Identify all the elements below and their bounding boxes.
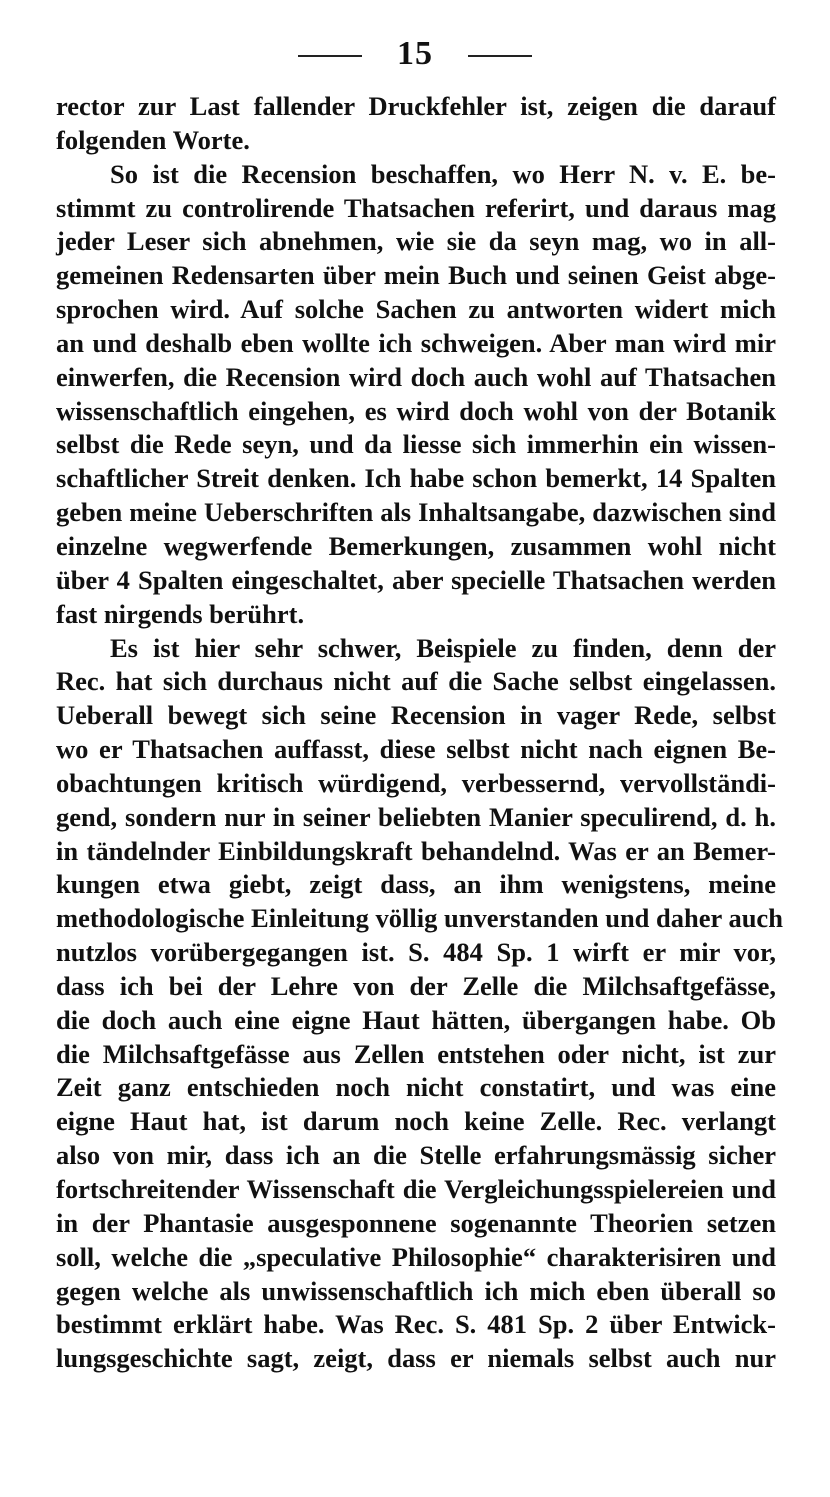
text-line: wo er Thatsachen auffasst, diese selbst nicht nach eignen Be- xyxy=(56,734,776,765)
text-line: selbst die Rede seyn, und da liesse sich immerhin ein wissen- xyxy=(56,429,776,460)
text-line: So ist die Recension beschaffen, wo Herr N. v. E. be- xyxy=(110,158,776,189)
text-line: in der Phantasie ausgesponnene sogenannte Theorien setzen xyxy=(56,1207,776,1238)
text-line: einwerfen, die Recension wird doch auch wohl auf Thatsachen xyxy=(56,361,776,392)
text-line: wissenschaftlich eingehen, es wird doch wohl von der Botanik xyxy=(56,395,776,426)
header-rule-right xyxy=(468,55,532,57)
text-line: fortschreitender Wissenschaft die Vergleichungsspielereien und xyxy=(56,1174,776,1204)
text-line: nutzlos vorübergegangen ist. S. 484 Sp. 1 wirft er mir vor, xyxy=(56,937,776,968)
text-line: schaftlicher Streit denken. Ich habe schon bemerkt, 14 Spalten xyxy=(56,463,776,494)
text-line: bestimmt erklärt habe. Was Rec. S. 481 Sp. 2 über Entwick- xyxy=(56,1309,776,1340)
text-line: lungsgeschichte sagt, zeigt, dass er niemals selbst auch nur xyxy=(56,1343,776,1374)
text-line: die Milchsaftgefässe aus Zellen entstehen oder nicht, ist zur xyxy=(56,1038,776,1069)
text-line: an und deshalb eben wollte ich schweigen. Aber man wird mir xyxy=(56,327,776,358)
text-line: geben meine Ueberschriften als Inhaltsangabe, dazwischen sind xyxy=(56,497,776,528)
text-line: fast nirgends berührt. xyxy=(56,598,305,629)
text-line: einzelne wegwerfende Bemerkungen, zusammen wohl nicht xyxy=(56,530,776,561)
text-line: jeder Leser sich abnehmen, wie sie da seyn mag, wo in all- xyxy=(56,226,776,257)
page-number: 15 xyxy=(397,35,433,72)
text-line: sprochen wird. Auf solche Sachen zu antworten widert mich xyxy=(56,294,776,325)
body-text xyxy=(56,90,783,1376)
text-line: dass ich bei der Lehre von der Zelle die Milchsaftgefässe, xyxy=(56,970,776,1001)
text-line: gegen welche als unwissenschaftlich ich mich eben überall so xyxy=(56,1275,776,1306)
text-line: Rec. hat sich durchaus nicht auf die Sache selbst eingelassen. xyxy=(56,666,776,697)
text-line: obachtungen kritisch würdigend, verbessernd, vervollständi- xyxy=(56,767,776,798)
text-line: eigne Haut hat, ist darum noch keine Zelle. Rec. verlangt xyxy=(56,1106,776,1137)
text-line: über 4 Spalten eingeschaltet, aber specielle Thatsachen werden xyxy=(56,564,776,595)
text-line: rector zur Last fallender Druckfehler ist, zeigen die darauf xyxy=(56,91,776,121)
header-rule-left xyxy=(298,55,362,57)
text-line: gend, sondern nur in seiner beliebten Manier speculirend, d. h. xyxy=(56,801,776,832)
text-line: kungen etwa giebt, zeigt dass, an ihm wenigstens, meine xyxy=(56,869,776,900)
text-line: methodologische Einleitung völlig unverstanden und daher auch xyxy=(56,903,783,934)
text-line: Ueberall bewegt sich seine Recension in vager Rede, selbst xyxy=(56,700,776,731)
text-line: gemeinen Redensarten über mein Buch und seinen Geist abge- xyxy=(56,260,776,291)
text-line: Es ist hier sehr schwer, Beispiele zu finden, denn der xyxy=(110,632,776,663)
text-line: folgenden Worte. xyxy=(56,124,250,155)
text-line: stimmt zu controlirende Thatsachen referirt, und daraus mag xyxy=(56,192,776,223)
page-header xyxy=(0,34,830,74)
text-line: die doch auch eine eigne Haut hätten, übergangen habe. Ob xyxy=(56,1004,776,1035)
text-line: soll, welche die „speculative Philosophie“ charakterisiren und xyxy=(56,1241,776,1272)
text-line: in tändelnder Einbildungskraft behandelnd. Was er an Bemer- xyxy=(56,835,776,866)
text-line: also von mir, dass ich an die Stelle erfahrungsmässig sicher xyxy=(56,1140,776,1171)
text-line: Zeit ganz entschieden noch nicht constatirt, und was eine xyxy=(56,1072,776,1103)
